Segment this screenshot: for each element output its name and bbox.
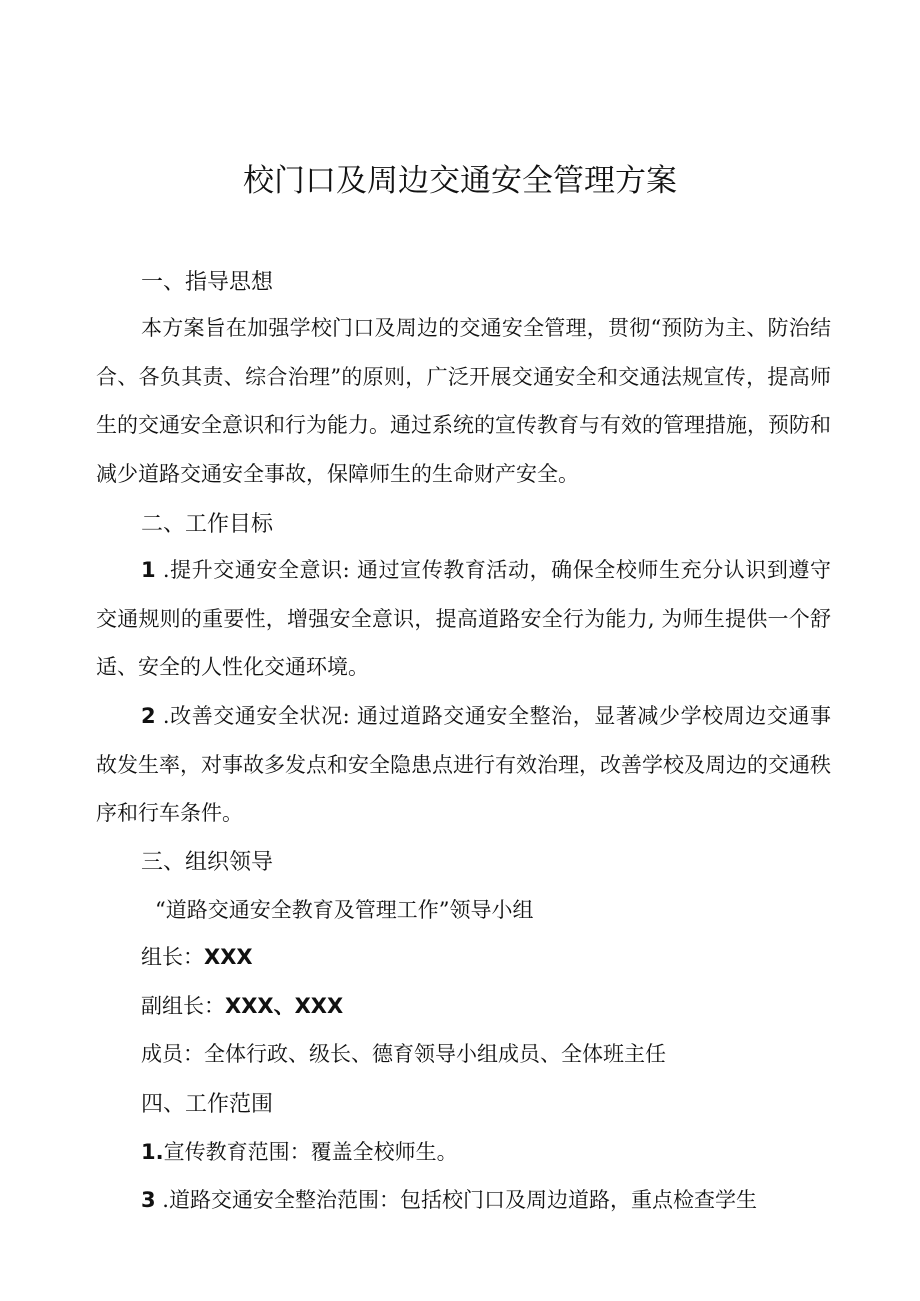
scope-3-number: 3 <box>141 1188 156 1212</box>
section-heading-organization: 三、组织领导 <box>141 850 274 875</box>
leadership-group-name: “道路交通安全教育及管理工作”领导小组 <box>155 898 534 922</box>
section-heading-guiding-ideology: 一、指导思想 <box>141 270 274 295</box>
paragraph-guiding-ideology: 本方案旨在加强学校门口及周边的交通安全管理，贯彻“预防为主、防治结合、各负其责、综合治理”的原则，广泛开展交通安全和交通法规宣传，提高师生的交通安全意识和行为能力。通过系统的宣传教育与有效的管理措施，预防和减少道路交通安全事故，保障师生的生命财产安全。 <box>96 316 831 487</box>
goal-1-text: .提升交通安全意识: 通过宣传教育活动，确保全校师生充分认识到遵守交通规则的重要性，增强安全意识，提高道路安全行为能力, 为师生提供一个舒适、安全的人性化交通环境。 <box>96 558 831 680</box>
section-heading-work-goals: 二、工作目标 <box>141 512 274 537</box>
scope-1-number: 1. <box>141 1140 164 1164</box>
members-value: 全体行政、级长、德育领导小组成员、全体班主任 <box>204 1042 666 1066</box>
paragraph-goal-2 <box>96 692 831 838</box>
leader-label: 组长： <box>141 945 204 969</box>
deputy-label: 副组长： <box>141 994 225 1018</box>
deputy-value: XXX、XXX <box>225 994 344 1018</box>
members-line <box>141 1038 666 1068</box>
scope-item-3 <box>141 1184 757 1214</box>
goal-1-number: 1 <box>141 558 156 582</box>
goal-2-text: .改善交通安全状况: 通过道路交通安全整治，显著减少学校周边交通事故发生率，对事故多发点和安全隐患点进行有效治理，改善学校及周边的交通秩序和行车条件。 <box>96 704 831 826</box>
leader-line <box>141 941 253 971</box>
goal-2-number: 2 <box>141 704 156 728</box>
leader-value: XXX <box>204 945 253 969</box>
section-heading-work-scope: 四、工作范围 <box>141 1092 274 1117</box>
paragraph-goal-1 <box>96 546 831 692</box>
scope-item-1 <box>141 1136 458 1166</box>
scope-1-text: 宣传教育范围：覆盖全校师生。 <box>163 1140 458 1164</box>
members-label: 成员： <box>141 1042 204 1066</box>
document-title: 校门口及周边交通安全管理方案 <box>243 163 677 199</box>
scope-3-text: .道路交通安全整治范围：包括校门口及周边道路，重点检查学生 <box>155 1188 757 1212</box>
deputy-line <box>141 990 343 1020</box>
